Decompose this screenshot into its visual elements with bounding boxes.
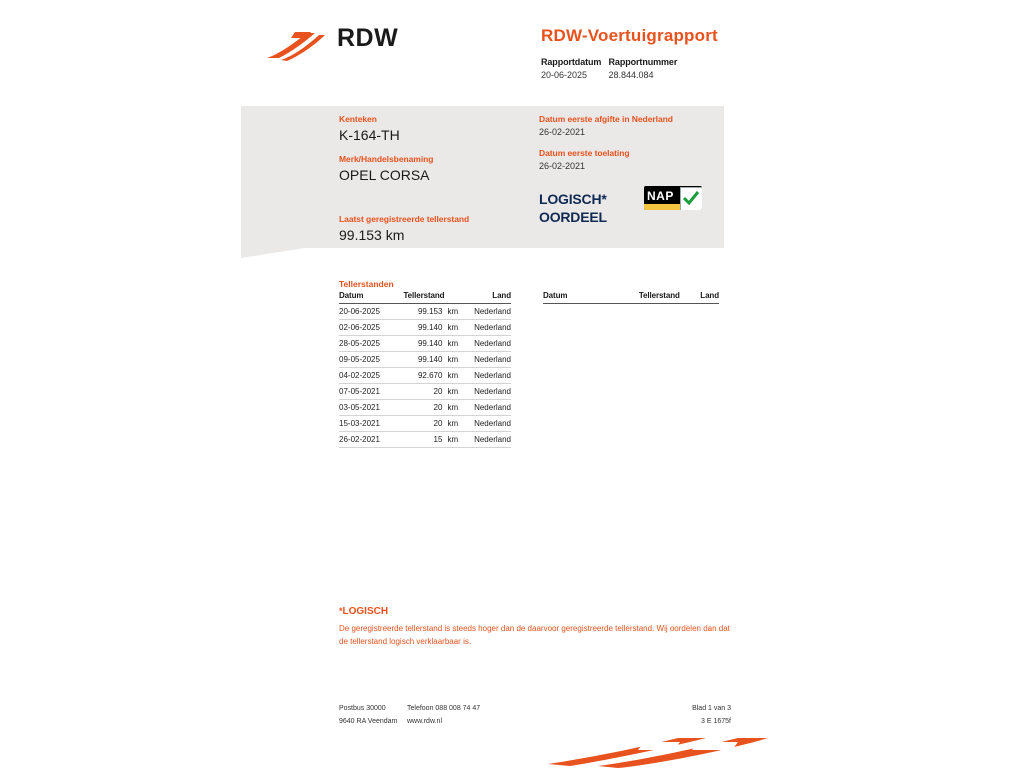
field-label: Datum eerste afgifte in Nederland xyxy=(539,114,673,124)
verdict-text xyxy=(539,191,607,226)
footer-rdw-swoosh-logo-icon xyxy=(548,738,788,768)
table-header-row xyxy=(543,291,719,304)
footnote-body: De geregistreerde tellerstand is steeds hoger dan de daarvoor geregistreerde tellerstand. Wij oordelen dan dat de tellerstand logisch verklaarbaar is. xyxy=(339,624,730,647)
table-row xyxy=(339,368,511,384)
cell-tellerstand: 99.140 xyxy=(392,336,445,352)
meta-label: Rapportnummer xyxy=(608,57,678,67)
field-datum-eerste-toelating xyxy=(539,148,724,171)
tellerstanden-table-right xyxy=(543,291,719,304)
field-value: 26-02-2021 xyxy=(539,161,586,171)
column-header-datum: Datum xyxy=(543,291,594,304)
meta-item-rapportdatum xyxy=(541,57,606,80)
header-logo-block xyxy=(265,24,525,72)
vehicle-summary-panel xyxy=(241,106,724,248)
table-row xyxy=(339,384,511,400)
brand-name: RDW xyxy=(337,24,399,52)
panel-corner-notch xyxy=(241,248,305,258)
footer-phone: Telefoon 088 008 74 47 xyxy=(407,705,481,712)
rdw-swoosh-logo-icon xyxy=(265,30,327,64)
table-row xyxy=(339,352,511,368)
cell-tellerstand: 99.140 xyxy=(392,320,445,336)
verdict-line-1: LOGISCH* xyxy=(539,191,607,207)
field-value: OPEL CORSA xyxy=(339,167,430,183)
footnote-star: * xyxy=(339,606,343,616)
cell-unit: km xyxy=(444,352,463,368)
cell-datum: 02-06-2025 xyxy=(339,320,392,336)
field-value: 26-02-2021 xyxy=(539,127,586,137)
summary-left-column xyxy=(339,114,529,254)
cell-land: Nederland xyxy=(463,400,511,416)
cell-land: Nederland xyxy=(463,320,511,336)
table-header-row xyxy=(339,291,511,304)
cell-land: Nederland xyxy=(463,416,511,432)
cell-unit: km xyxy=(444,368,463,384)
cell-land: Nederland xyxy=(463,304,511,320)
cell-tellerstand: 20 xyxy=(392,400,445,416)
column-header-unit-spacer xyxy=(444,291,463,304)
table-row xyxy=(339,320,511,336)
footer-website[interactable]: www.rdw.nl xyxy=(407,718,443,725)
cell-datum: 04-02-2025 xyxy=(339,368,392,384)
cell-datum: 26-02-2021 xyxy=(339,432,392,448)
footer-address-line-2: 9640 RA Veendam xyxy=(339,718,398,725)
footer-document-code: 3 E 1675f xyxy=(701,718,731,725)
table-row xyxy=(339,400,511,416)
field-label: Kenteken xyxy=(339,114,377,124)
verdict-line-2: OORDEEL xyxy=(539,208,607,225)
nap-label: NAP xyxy=(647,189,674,203)
meta-value: 20-06-2025 xyxy=(541,70,588,80)
page-title: RDW-Voertuigrapport xyxy=(541,26,718,45)
cell-unit: km xyxy=(444,384,463,400)
tellerstanden-rows-left xyxy=(339,304,511,448)
table-row xyxy=(339,416,511,432)
field-label: Merk/Handelsbenaming xyxy=(339,154,434,164)
field-value: K-164-TH xyxy=(339,127,400,143)
meta-item-rapportnummer xyxy=(609,57,729,80)
cell-tellerstand: 92.670 xyxy=(392,368,445,384)
field-label: Laatst geregistreerde tellerstand xyxy=(339,214,470,224)
cell-tellerstand: 20 xyxy=(392,416,445,432)
field-label: Datum eerste toelating xyxy=(539,148,630,158)
cell-land: Nederland xyxy=(463,352,511,368)
table-row xyxy=(339,432,511,448)
nap-badge xyxy=(644,186,702,210)
field-datum-eerste-afgifte xyxy=(539,114,724,137)
cell-unit: km xyxy=(444,336,463,352)
cell-unit: km xyxy=(444,304,463,320)
summary-right-column xyxy=(539,114,724,182)
meta-value: 28.844.084 xyxy=(608,70,654,80)
field-laatste-tellerstand xyxy=(339,214,529,243)
cell-datum: 07-05-2021 xyxy=(339,384,392,400)
field-value: 99.153 km xyxy=(339,227,405,243)
cell-unit: km xyxy=(444,432,463,448)
footer-page-number: Blad 1 van 3 xyxy=(692,705,731,712)
section-title-tellerstanden: Tellerstanden xyxy=(339,279,394,289)
cell-land: Nederland xyxy=(463,336,511,352)
cell-unit: km xyxy=(444,416,463,432)
cell-unit: km xyxy=(444,400,463,416)
column-header-land: Land xyxy=(680,291,719,304)
cell-tellerstand: 99.140 xyxy=(392,352,445,368)
cell-land: Nederland xyxy=(463,432,511,448)
report-meta xyxy=(541,57,841,80)
cell-datum: 09-05-2025 xyxy=(339,352,392,368)
cell-land: Nederland xyxy=(463,368,511,384)
cell-unit: km xyxy=(444,320,463,336)
field-merk-handelsbenaming xyxy=(339,154,529,183)
column-header-datum: Datum xyxy=(339,291,392,304)
footnote-title xyxy=(339,606,388,617)
nap-checkmark-icon xyxy=(680,187,702,210)
column-header-tellerstand: Tellerstand xyxy=(594,291,680,304)
column-header-tellerstand: Tellerstand xyxy=(392,291,445,304)
field-kenteken xyxy=(339,114,529,143)
footer-address-line-1: Postbus 30000 xyxy=(339,705,386,712)
cell-tellerstand: 99.153 xyxy=(392,304,445,320)
meta-label: Rapportdatum xyxy=(541,57,602,67)
cell-land: Nederland xyxy=(463,384,511,400)
cell-datum: 15-03-2021 xyxy=(339,416,392,432)
cell-tellerstand: 20 xyxy=(392,384,445,400)
tellerstanden-table-left xyxy=(339,291,511,448)
cell-tellerstand: 15 xyxy=(392,432,445,448)
cell-datum: 20-06-2025 xyxy=(339,304,392,320)
table-row xyxy=(339,336,511,352)
column-header-land: Land xyxy=(463,291,511,304)
footnote-title-text: LOGISCH xyxy=(342,606,389,617)
cell-datum: 03-05-2021 xyxy=(339,400,392,416)
table-row xyxy=(339,304,511,320)
cell-datum: 28-05-2025 xyxy=(339,336,392,352)
